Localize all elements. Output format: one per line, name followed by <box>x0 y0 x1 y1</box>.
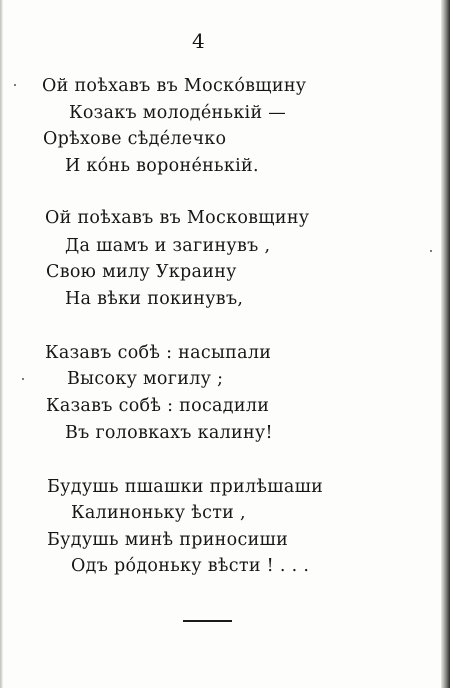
stanza-4-line-1: Будушь пшашки прилѣшаши <box>47 477 324 497</box>
stanza-4-line-4: Одъ рóдоньку вѣсти ! . . . <box>71 556 310 576</box>
stanza-2-line-2: Да шамъ и загинувъ , <box>65 236 271 256</box>
stanza-3-line-2: Высоку могилу ; <box>67 369 224 389</box>
stanza-4-line-3: Будушь минѣ приносиши <box>47 530 289 550</box>
page-right-edge <box>441 0 450 688</box>
paper-speck <box>430 250 432 252</box>
stanza-3-line-3: Казавъ собѣ : посадили <box>46 396 270 416</box>
stanza-2-line-4: На вѣки покинувъ, <box>65 289 244 309</box>
stanza-1-line-4: И кóнь воронéнькій. <box>65 156 259 176</box>
stanza-3-line-1: Казавъ собѣ : насыпали <box>45 343 272 363</box>
end-rule <box>183 620 232 622</box>
stanza-2-line-3: Свою милу Украину <box>46 262 237 282</box>
stanza-1-line-2: Козакъ молодéнькій — <box>69 103 287 123</box>
stanza-2-line-1: Ой поѣхавъ въ Московщину <box>45 208 310 228</box>
page-number: 4 <box>192 29 205 53</box>
paper-speck <box>14 84 16 86</box>
stanza-4-line-2: Калиноньку ѣсти , <box>71 503 246 523</box>
stanza-1-line-1: Ой поѣхавъ въ Москóвщину <box>42 76 307 96</box>
page-left-edge <box>0 0 3 688</box>
paper-speck <box>22 378 24 380</box>
stanza-1-line-3: Орѣхове сѣдéлечко <box>43 129 227 149</box>
stanza-3-line-4: Въ головкахъ калину! <box>65 423 273 443</box>
